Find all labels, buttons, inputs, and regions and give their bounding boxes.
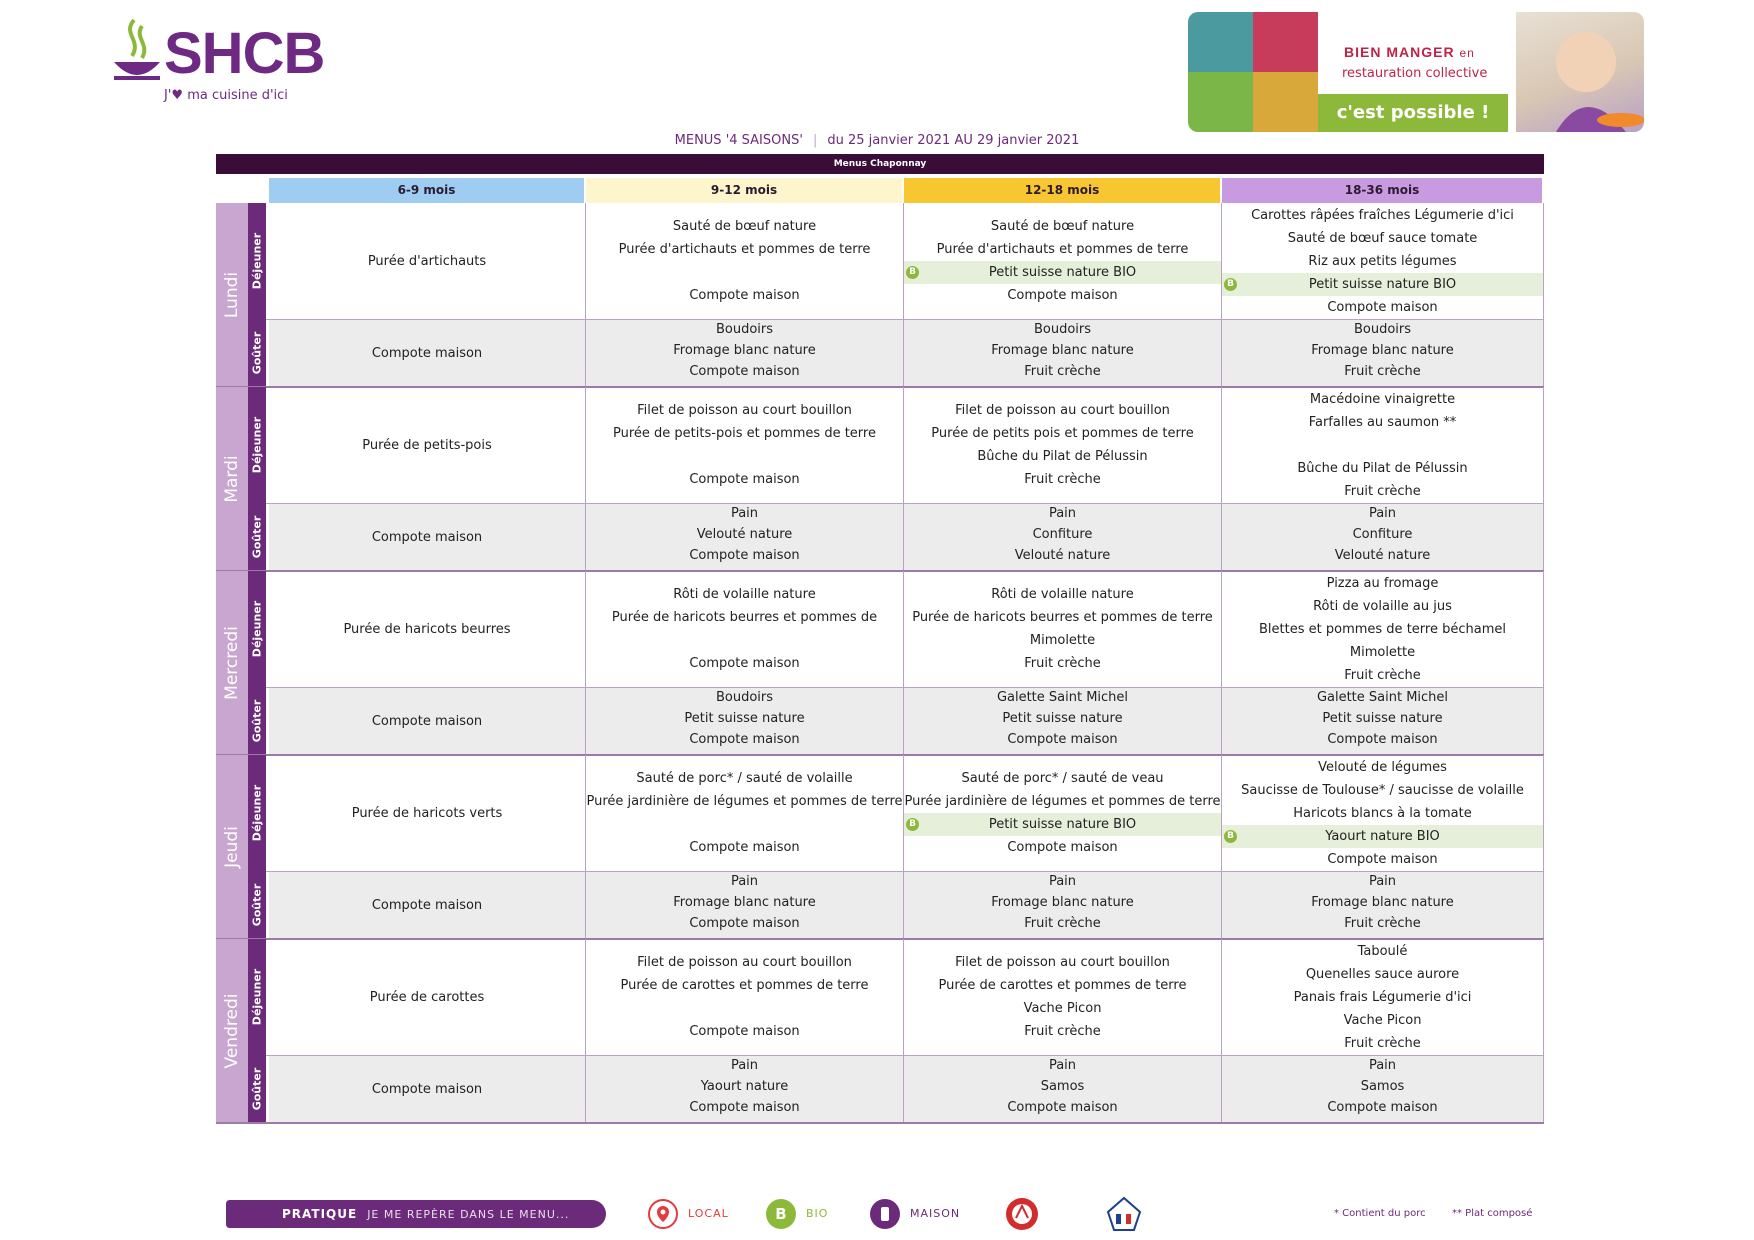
meal-label-gouter: Goûter bbox=[248, 1055, 266, 1123]
menu-item: Fromage blanc nature bbox=[991, 343, 1134, 358]
menu-item: Saucisse de Toulouse* / saucisse de volaille bbox=[1241, 782, 1524, 798]
menu-item: Purée de petits-pois et pommes de terre bbox=[613, 426, 876, 441]
day-label: Jeudi bbox=[216, 755, 248, 939]
menu-item: Purée d'artichauts et pommes de terre bbox=[618, 242, 871, 257]
menu-item: Compote maison bbox=[689, 840, 800, 855]
menu-cell bbox=[904, 387, 1222, 503]
menu-cell bbox=[904, 319, 1222, 387]
label-rouge-icon bbox=[1002, 1196, 1042, 1232]
menu-item: Boudoirs bbox=[1353, 322, 1412, 337]
menu-item: Panais frais Légumerie d'ici bbox=[1293, 989, 1472, 1005]
menu-item: Compote maison bbox=[689, 364, 800, 379]
meal-label-gouter: Goûter bbox=[248, 503, 266, 571]
menu-item: Fruit crèche bbox=[1344, 1035, 1421, 1051]
menu-item: Compote maison bbox=[371, 1081, 483, 1097]
meal-label-dejeuner: Déjeuner bbox=[248, 571, 266, 687]
menu-item: Compote maison bbox=[689, 288, 800, 303]
menu-item: Compote maison bbox=[689, 1100, 800, 1115]
note-plat-compose: ** Plat composé bbox=[1452, 1208, 1533, 1219]
menu-cell bbox=[269, 871, 586, 939]
menu-item: Compote maison bbox=[1327, 851, 1438, 867]
menu-item: Fruit crèche bbox=[1344, 667, 1421, 683]
menu-item: Samos bbox=[1040, 1079, 1085, 1094]
menu-item: Riz aux petits légumes bbox=[1308, 253, 1457, 269]
menu-item: Compote maison bbox=[689, 656, 800, 671]
menu-item: Compote maison bbox=[689, 548, 800, 563]
age-header: 9-12 mois bbox=[586, 178, 902, 203]
age-header: 12-18 mois bbox=[904, 178, 1220, 203]
menu-item: Compote maison bbox=[371, 345, 483, 361]
menu-item: Fruit crèche bbox=[1344, 916, 1421, 931]
meal-divider bbox=[266, 319, 1544, 320]
meal-label-dejeuner: Déjeuner bbox=[248, 203, 266, 319]
menu-item: Confiture bbox=[1352, 527, 1413, 542]
logo-name: SHCB bbox=[164, 21, 325, 86]
menu-cell bbox=[904, 755, 1222, 871]
menu-item: Purée de carottes et pommes de terre bbox=[620, 978, 869, 993]
menu-cell bbox=[904, 571, 1222, 687]
meal-divider bbox=[266, 687, 1544, 688]
menu-item: Compote maison bbox=[371, 529, 483, 545]
menu-cell bbox=[586, 939, 904, 1055]
menu-cell bbox=[1222, 1055, 1544, 1123]
meal-divider bbox=[266, 871, 1544, 872]
day-label: Vendredi bbox=[216, 939, 248, 1123]
menu-cell bbox=[586, 687, 904, 755]
menu-item: Compote maison bbox=[1007, 288, 1118, 303]
day-block bbox=[216, 387, 1544, 571]
menu-item: Pizza au fromage bbox=[1326, 575, 1439, 591]
menu-item: Rôti de volaille nature bbox=[991, 587, 1134, 602]
menu-item bbox=[586, 261, 903, 284]
menu-cell bbox=[586, 319, 904, 387]
menu-item: Fruit crèche bbox=[1024, 656, 1101, 671]
menu-item: Blettes et pommes de terre béchamel bbox=[1259, 621, 1506, 637]
menu-item: Compote maison bbox=[371, 897, 483, 913]
menu-cell bbox=[904, 1055, 1222, 1123]
menu-item: Bûche du Pilat de Pélussin bbox=[1297, 460, 1468, 476]
maison-icon bbox=[870, 1199, 900, 1229]
menu-item bbox=[586, 629, 903, 652]
menu-item: Bûche du Pilat de Pélussin bbox=[977, 449, 1148, 464]
site-header: Menus Chaponnay bbox=[216, 154, 1544, 174]
menu-cell bbox=[586, 755, 904, 871]
legend-bio: BIO bbox=[806, 1207, 829, 1220]
pratique-banner: PRATIQUE JE ME REPÈRE DANS LE MENU... bbox=[226, 1200, 606, 1228]
menu-item: Boudoirs bbox=[715, 322, 774, 337]
menu-item: Quenelles sauce aurore bbox=[1305, 966, 1460, 982]
menu-item: Compote maison bbox=[1007, 732, 1118, 747]
menu-item: Pain bbox=[730, 1058, 759, 1073]
menu-item: Purée d'artichauts bbox=[367, 253, 487, 269]
menu-item: Sauté de bœuf nature bbox=[990, 219, 1135, 234]
menu-item: Mimolette bbox=[1029, 633, 1096, 648]
meal-label-dejeuner: Déjeuner bbox=[248, 387, 266, 503]
bio-icon: B bbox=[766, 1199, 796, 1229]
menu-item: Purée de carottes bbox=[369, 989, 485, 1005]
menu-item: Filet de poisson au court bouillon bbox=[637, 403, 852, 418]
menu-cell bbox=[904, 687, 1222, 755]
menu-item bbox=[586, 445, 903, 468]
menu-cell bbox=[586, 871, 904, 939]
menu-cell bbox=[586, 571, 904, 687]
bien-manger-banner bbox=[1188, 12, 1644, 132]
menu-cell bbox=[904, 939, 1222, 1055]
meal-label-gouter: Goûter bbox=[248, 319, 266, 387]
steam-bowl-icon bbox=[112, 16, 162, 86]
menu-title: MENUS '4 SAISONS' | du 25 janvier 2021 AU 29 janvier 2021 bbox=[674, 133, 1080, 148]
menu-item: Rôti de volaille nature bbox=[673, 587, 816, 602]
menu-item: Fromage blanc nature bbox=[1311, 895, 1454, 910]
menu-item: Purée d'artichauts et pommes de terre bbox=[936, 242, 1189, 257]
menu-item bbox=[586, 997, 903, 1020]
viande-francaise-icon bbox=[1104, 1194, 1144, 1234]
menu-cell bbox=[1222, 571, 1544, 687]
menu-cell bbox=[269, 571, 586, 687]
menu-dates: du 25 janvier 2021 AU 29 janvier 2021 bbox=[827, 133, 1080, 148]
menu-item: Velouté de légumes bbox=[1318, 759, 1447, 775]
menu-item: Purée jardinière de légumes et pommes de terre bbox=[586, 794, 903, 809]
meal-label-gouter: Goûter bbox=[248, 871, 266, 939]
baby-photo bbox=[1516, 12, 1644, 132]
legend-maison: MAISON bbox=[910, 1207, 961, 1220]
menu-cell bbox=[1222, 503, 1544, 571]
menu-item: Confiture bbox=[1032, 527, 1093, 542]
menu-item: Pain bbox=[730, 506, 759, 521]
menu-item: Velouté nature bbox=[1334, 548, 1431, 563]
meal-label-dejeuner: Déjeuner bbox=[248, 755, 266, 871]
menu-item: Fromage blanc nature bbox=[673, 895, 816, 910]
menu-item: Sauté de bœuf sauce tomate bbox=[1287, 230, 1478, 246]
menu-item: Sauté de porc* / sauté de volaille bbox=[636, 771, 853, 786]
menu-cell bbox=[1222, 755, 1544, 871]
menu-cell bbox=[269, 319, 586, 387]
menu-item: Purée jardinière de légumes et pommes de terre bbox=[904, 794, 1221, 809]
menu-item: Mimolette bbox=[1349, 644, 1416, 660]
menu-name: MENUS '4 SAISONS' bbox=[674, 133, 803, 148]
menu-cell bbox=[269, 755, 586, 871]
menu-item: B Yaourt nature BIO bbox=[1222, 825, 1543, 848]
menu-cell bbox=[269, 939, 586, 1055]
menu-item: Velouté nature bbox=[696, 527, 793, 542]
menu-item: Pain bbox=[1048, 874, 1077, 889]
menu-cell bbox=[269, 387, 586, 503]
menu-item: Pain bbox=[1368, 506, 1397, 521]
menu-item: B Petit suisse nature BIO bbox=[904, 813, 1221, 836]
menu-item: Galette Saint Michel bbox=[1316, 690, 1449, 705]
meal-divider bbox=[266, 503, 1544, 504]
menu-cell bbox=[269, 203, 586, 319]
menu-item: Purée de petits-pois bbox=[362, 437, 492, 453]
menu-cell bbox=[269, 687, 586, 755]
menu-cell bbox=[904, 871, 1222, 939]
menu-item: Compote maison bbox=[1327, 1100, 1438, 1115]
menu-item: Velouté nature bbox=[1014, 548, 1111, 563]
menu-cell bbox=[1222, 871, 1544, 939]
menu-cell bbox=[1222, 387, 1544, 503]
menu-item: Vache Picon bbox=[1023, 1001, 1102, 1016]
menu-item: Compote maison bbox=[689, 732, 800, 747]
menu-item: Pain bbox=[1048, 1058, 1077, 1073]
menu-item: Galette Saint Michel bbox=[996, 690, 1129, 705]
menu-item: Pain bbox=[1048, 506, 1077, 521]
menu-cell bbox=[586, 1055, 904, 1123]
menu-item: Boudoirs bbox=[715, 690, 774, 705]
menu-item: Compote maison bbox=[1007, 840, 1118, 855]
menu-item: Purée de haricots verts bbox=[351, 805, 503, 821]
menu-cell bbox=[904, 203, 1222, 319]
menu-cell bbox=[586, 387, 904, 503]
menu-item: Samos bbox=[1360, 1079, 1405, 1094]
menu-item: Pain bbox=[730, 874, 759, 889]
menu-item: Petit suisse nature bbox=[1002, 711, 1123, 726]
menu-cell bbox=[269, 503, 586, 571]
menu-item: Petit suisse nature bbox=[684, 711, 805, 726]
menu-item: Pain bbox=[1368, 874, 1397, 889]
menu-cell bbox=[586, 203, 904, 319]
meal-divider bbox=[266, 1055, 1544, 1056]
menu-item: Filet de poisson au court bouillon bbox=[637, 955, 852, 970]
menu-item: Fruit crèche bbox=[1344, 483, 1421, 499]
menu-item: Filet de poisson au court bouillon bbox=[955, 403, 1170, 418]
note-porc: * Contient du porc bbox=[1334, 1208, 1426, 1219]
menu-item: Filet de poisson au court bouillon bbox=[955, 955, 1170, 970]
menu-cell bbox=[1222, 939, 1544, 1055]
menu-cell bbox=[586, 503, 904, 571]
menu-item: Petit suisse nature bbox=[1322, 711, 1443, 726]
menu-item: Boudoirs bbox=[1033, 322, 1092, 337]
menu-item: Compote maison bbox=[1327, 732, 1438, 747]
menu-item: Fruit crèche bbox=[1024, 364, 1101, 379]
day-block bbox=[216, 571, 1544, 755]
meal-label-dejeuner: Déjeuner bbox=[248, 939, 266, 1055]
menu-item: B Petit suisse nature BIO bbox=[1222, 273, 1543, 296]
legend-local: LOCAL bbox=[688, 1207, 729, 1220]
menu-item: Carottes râpées fraîches Légumerie d'ici bbox=[1251, 207, 1514, 223]
menu-item: Rôti de volaille au jus bbox=[1313, 598, 1452, 614]
menu-item: Purée de carottes et pommes de terre bbox=[938, 978, 1187, 993]
menu-cell bbox=[904, 503, 1222, 571]
banner-subtitle: restauration collective bbox=[1342, 66, 1488, 81]
menu-item: Fruit crèche bbox=[1024, 472, 1101, 487]
meal-label-gouter: Goûter bbox=[248, 687, 266, 755]
age-header: 18-36 mois bbox=[1222, 178, 1542, 203]
menu-item: Sauté de porc* / sauté de veau bbox=[961, 771, 1164, 786]
banner-title: BIEN MANGER en bbox=[1344, 44, 1475, 60]
day-divider bbox=[216, 1122, 1544, 1124]
menu-item: Purée de petits pois et pommes de terre bbox=[931, 426, 1194, 441]
day-label: Lundi bbox=[216, 203, 248, 387]
age-header: 6-9 mois bbox=[269, 178, 584, 203]
menu-cell bbox=[1222, 687, 1544, 755]
day-label: Mardi bbox=[216, 387, 248, 571]
menu-item: Fruit crèche bbox=[1024, 1024, 1101, 1039]
banner-slogan: c'est possible ! bbox=[1318, 94, 1508, 132]
menu-item: Taboulé bbox=[1357, 943, 1408, 959]
day-block bbox=[216, 203, 1544, 387]
local-icon bbox=[648, 1199, 678, 1229]
menu-item: B Petit suisse nature BIO bbox=[904, 261, 1221, 284]
menu-item: Purée de haricots beurres et pommes de bbox=[611, 610, 878, 625]
menu-item: Fromage blanc nature bbox=[1311, 343, 1454, 358]
menu-item: Compote maison bbox=[689, 916, 800, 931]
menu-item: Compote maison bbox=[1007, 1100, 1118, 1115]
menu-item: Farfalles au saumon ** bbox=[1308, 414, 1457, 430]
menu-item: Compote maison bbox=[371, 713, 483, 729]
menu-item: Yaourt nature bbox=[700, 1079, 789, 1094]
menu-item: Pain bbox=[1368, 1058, 1397, 1073]
menu-item bbox=[1222, 434, 1543, 457]
menu-item: Compote maison bbox=[689, 1024, 800, 1039]
menu-item: Fruit crèche bbox=[1344, 364, 1421, 379]
menu-item: Macédoine vinaigrette bbox=[1309, 391, 1456, 407]
menu-item: Vache Picon bbox=[1343, 1012, 1422, 1028]
menu-cell bbox=[269, 1055, 586, 1123]
menu-item: Purée de haricots beurres et pommes de terre bbox=[912, 610, 1213, 625]
menu-cell bbox=[1222, 203, 1544, 319]
day-label: Mercredi bbox=[216, 571, 248, 755]
logo-tagline: J'♥ ma cuisine d'ici bbox=[164, 88, 288, 103]
menu-item: Compote maison bbox=[1327, 299, 1438, 315]
shcb-logo bbox=[112, 14, 332, 114]
menu-item bbox=[586, 813, 903, 836]
day-block bbox=[216, 939, 1544, 1123]
menu-item: Fruit crèche bbox=[1024, 916, 1101, 931]
seasons-mosaic bbox=[1188, 12, 1318, 132]
menu-item: Fromage blanc nature bbox=[991, 895, 1134, 910]
menu-item: Sauté de bœuf nature bbox=[672, 219, 817, 234]
menu-item: Purée de haricots beurres bbox=[343, 621, 511, 637]
menu-cell bbox=[1222, 319, 1544, 387]
day-block bbox=[216, 755, 1544, 939]
menu-item: Compote maison bbox=[689, 472, 800, 487]
menu-item: Haricots blancs à la tomate bbox=[1293, 805, 1472, 821]
menu-item: Fromage blanc nature bbox=[673, 343, 816, 358]
